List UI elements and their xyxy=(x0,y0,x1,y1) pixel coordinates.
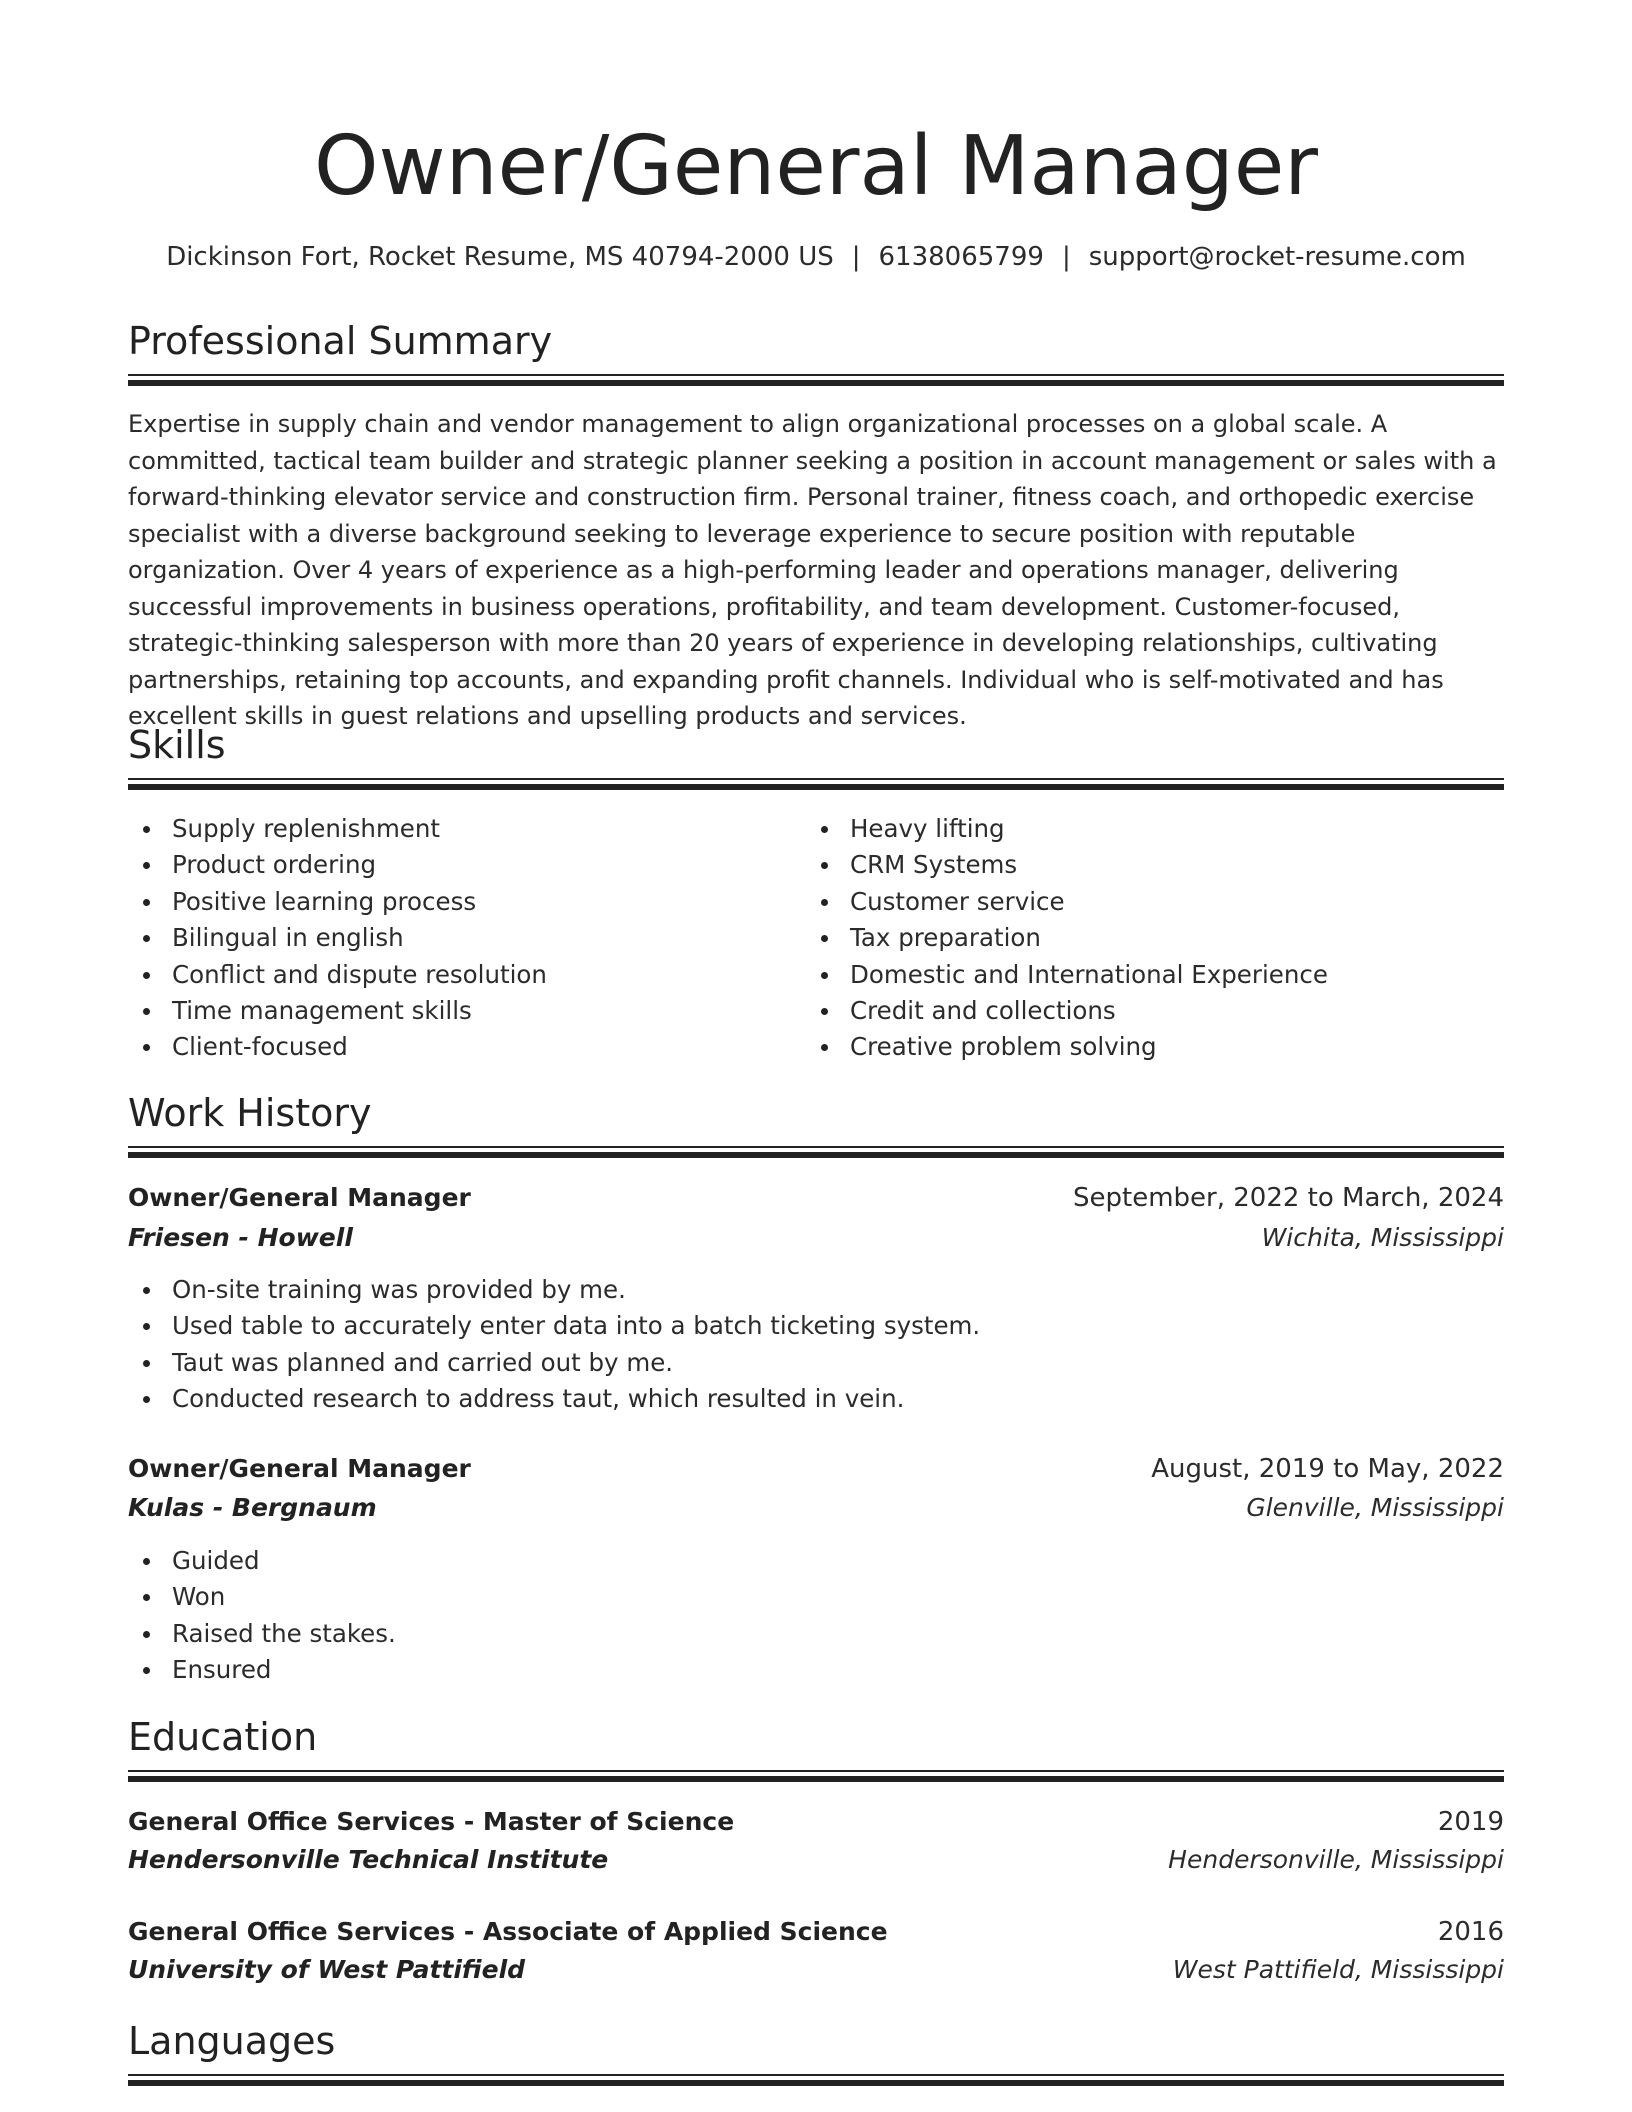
skill-item: Heavy lifting xyxy=(806,811,1466,847)
job-bullet: Guided xyxy=(128,1543,1504,1579)
contact-address: Dickinson Fort, Rocket Resume, MS 40794-2000 US xyxy=(166,242,834,272)
contact-separator: | xyxy=(1061,242,1071,272)
contact-email: support@rocket-resume.com xyxy=(1088,242,1466,272)
job-location: Glenville, Mississippi xyxy=(1246,1493,1504,1522)
education-header xyxy=(128,1912,1504,1952)
skill-item: Tax preparation xyxy=(806,920,1466,956)
section-title-work-history: Work History xyxy=(128,1091,372,1135)
job-dates: September, 2022 to March, 2024 xyxy=(1073,1183,1504,1213)
section-divider xyxy=(128,2074,1504,2086)
job-bullet: Raised the stakes. xyxy=(128,1616,1504,1652)
section-divider xyxy=(128,1770,1504,1782)
job-header xyxy=(128,1449,1504,1489)
education-degree: General Office Services - Associate of Applied Science xyxy=(128,1917,888,1946)
education-header xyxy=(128,1802,1504,1842)
skill-item: Creative problem solving xyxy=(806,1029,1466,1065)
resume-name: Owner/General Manager xyxy=(313,119,1319,214)
education-school: University of West Pattifield xyxy=(128,1955,526,1984)
job-company: Kulas - Bergnaum xyxy=(128,1493,377,1522)
job-bullet: On-site training was provided by me. xyxy=(128,1272,1504,1308)
education-year: 2019 xyxy=(1437,1807,1504,1837)
skill-item: Customer service xyxy=(806,884,1466,920)
job-bullets xyxy=(128,1272,1504,1418)
job-bullets xyxy=(128,1543,1504,1689)
summary-text: Expertise in supply chain and vendor management to align organizational processes on a global scale. A committed, tactical team builder and strategic planner seeking a position in account management or sales with a forward-thinking elevator service and construction firm. Personal trainer, fitness coach, and orthopedic exercise specialist with a diverse background seeking to leverage experience to secure position with reputable organization. Over 4 years of experience as a high-performing leader and operations manager, delivering successful improvements in business operations, profitability, and team development. Customer-focused, strategic-thinking salesperson with more than 20 years of experience in developing relationships, cultivating partnerships, retaining top accounts, and expanding profit channels. Individual who is self-motivated and has excellent skills in guest relations and upselling products and services. xyxy=(128,410,1497,730)
education-school: Hendersonville Technical Institute xyxy=(128,1845,609,1874)
job-title: Owner/General Manager xyxy=(128,1183,471,1212)
job-header xyxy=(128,1178,1504,1218)
skill-item: Positive learning process xyxy=(128,884,788,920)
skill-item: Client-focused xyxy=(128,1029,788,1065)
section-title-skills: Skills xyxy=(128,723,226,767)
section-divider xyxy=(128,374,1504,386)
education-location: Hendersonville, Mississippi xyxy=(1168,1845,1504,1874)
job-location: Wichita, Mississippi xyxy=(1261,1223,1504,1252)
skills-column-right xyxy=(806,811,1466,1066)
education-degree: General Office Services - Master of Science xyxy=(128,1807,735,1836)
education-year: 2016 xyxy=(1437,1917,1504,1947)
section-title-summary: Professional Summary xyxy=(128,319,553,363)
skill-item: Conflict and dispute resolution xyxy=(128,957,788,993)
skill-item: Time management skills xyxy=(128,993,788,1029)
section-divider xyxy=(128,778,1504,790)
job-subheader xyxy=(128,1488,1504,1528)
contact-phone: 6138065799 xyxy=(878,242,1044,272)
skill-item: CRM Systems xyxy=(806,847,1466,883)
job-bullet: Taut was planned and carried out by me. xyxy=(128,1345,1504,1381)
job-bullet: Ensured xyxy=(128,1652,1504,1688)
skill-item: Bilingual in english xyxy=(128,920,788,956)
contact-line xyxy=(128,237,1504,277)
education-location: West Pattifield, Mississippi xyxy=(1172,1955,1504,1984)
job-company: Friesen - Howell xyxy=(128,1223,353,1252)
education-subheader xyxy=(128,1950,1504,1990)
job-dates: August, 2019 to May, 2022 xyxy=(1151,1454,1504,1484)
job-title: Owner/General Manager xyxy=(128,1454,471,1483)
contact-separator: | xyxy=(851,242,861,272)
education-subheader xyxy=(128,1840,1504,1880)
skills-column-left xyxy=(128,811,788,1066)
job-bullet: Conducted research to address taut, which resulted in vein. xyxy=(128,1381,1504,1417)
skill-item: Domestic and International Experience xyxy=(806,957,1466,993)
job-bullet: Won xyxy=(128,1579,1504,1615)
job-bullet: Used table to accurately enter data into a batch ticketing system. xyxy=(128,1308,1504,1344)
skill-item: Credit and collections xyxy=(806,993,1466,1029)
section-title-education: Education xyxy=(128,1715,318,1759)
section-divider xyxy=(128,1146,1504,1158)
job-subheader xyxy=(128,1218,1504,1258)
skill-item: Supply replenishment xyxy=(128,811,788,847)
section-title-languages: Languages xyxy=(128,2019,336,2063)
skill-item: Product ordering xyxy=(128,847,788,883)
